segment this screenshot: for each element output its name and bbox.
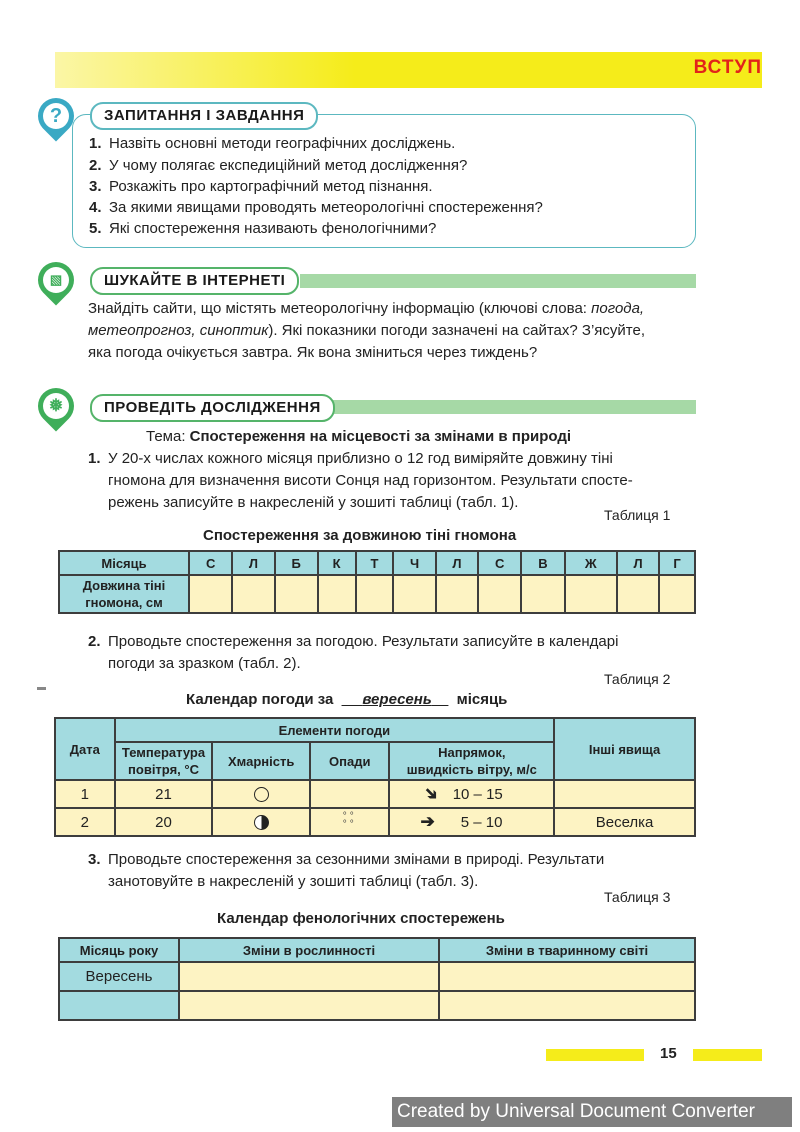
- table1-cell: [356, 575, 394, 613]
- table1-cell: [617, 575, 659, 613]
- table3-cell: [179, 962, 439, 991]
- table2-precip-header: Опади: [310, 742, 389, 780]
- table2-precip-cell: [310, 808, 389, 836]
- table2-precip-cell: [310, 780, 389, 808]
- table2-cloud-header: Хмарність: [212, 742, 310, 780]
- table2-wind-cell: ➔ 5 – 10: [389, 808, 554, 836]
- table2-cloud-cell: [212, 808, 310, 836]
- table2-date-cell: 1: [55, 780, 115, 808]
- table1-month-header: Місяць: [59, 551, 189, 575]
- table1-month-cell: Г: [659, 551, 695, 575]
- table1-cell: [436, 575, 478, 613]
- table2-other-header: Інші явища: [554, 718, 695, 780]
- table2-temp-cell: 20: [115, 808, 213, 836]
- question-item: 5. Які спостереження називають фенологічними?: [89, 220, 437, 237]
- table2-date-header: Дата: [55, 718, 115, 780]
- table1-month-cell: С: [189, 551, 232, 575]
- table1-cell: [275, 575, 318, 613]
- question-item: 1. Назвіть основні методи географічних досліджень.: [89, 135, 456, 152]
- table1-cell: [318, 575, 356, 613]
- table3-month-cell: Вересень: [59, 962, 179, 991]
- questions-title: ЗАПИТАННЯ І ЗАВДАННЯ: [90, 102, 318, 130]
- table1-cell: [521, 575, 564, 613]
- task-3: 3. Проводьте спостереження за сезонними змінами в природі. Результати занотовуйте в накресленій у зошиті таблиці (табл. 3).: [88, 851, 605, 890]
- table1-month-cell: Л: [232, 551, 274, 575]
- table1-month-cell: Л: [436, 551, 478, 575]
- table2-date-cell: 2: [55, 808, 115, 836]
- table3-caption: Календар фенологічних спостережень: [217, 910, 505, 927]
- page-number: 15: [660, 1045, 677, 1062]
- table3-label: Таблиця 3: [604, 889, 671, 905]
- table1-month-cell: В: [521, 551, 564, 575]
- table1-cell: [232, 575, 274, 613]
- table1-month-cell: Ч: [393, 551, 435, 575]
- table2-temp-header: Температура повітря, °С: [115, 742, 213, 780]
- table1-cell: [565, 575, 617, 613]
- table2-wind-header: Напрямок, швидкість вітру, м/с: [389, 742, 554, 780]
- table1-length-header: Довжина тіні гномона, см: [59, 575, 189, 613]
- task-1: 1. У 20-х числах кожного місяця приблизно о 12 год виміряйте довжину тіні гномона для визначення висоти Сонця над горизонтом. Результати спосте- режень записуйте в накресленій у зошиті таблиці (табл. 1).: [88, 450, 633, 511]
- wind-arrow-southeast-icon: ➔: [420, 781, 444, 806]
- task-2: 2. Проводьте спостереження за погодою. Результати записуйте в календарі погоди за зразком (табл. 2).: [88, 633, 619, 672]
- table1-cell: [478, 575, 521, 613]
- table1-month-cell: Т: [356, 551, 394, 575]
- table3-plants-header: Зміни в рослинності: [179, 938, 439, 962]
- table3-cell: [439, 991, 695, 1020]
- computer-pin-icon: ▧: [31, 255, 82, 306]
- table1-cell: [393, 575, 435, 613]
- top-band-fade: [55, 52, 355, 88]
- research-topic: Тема: Спостереження на місцевості за змінами в природі: [146, 428, 572, 445]
- table-2: [54, 717, 696, 837]
- table1-caption: Спостереження за довжиною тіні гномона: [203, 527, 517, 544]
- table3-month-cell: [59, 991, 179, 1020]
- question-item: 3. Розкажіть про картографічний метод пізнання.: [89, 178, 433, 195]
- margin-dash: [37, 687, 46, 690]
- research-pin-icon: ❅: [31, 381, 82, 432]
- table2-wind-cell: ➔ 10 – 15: [389, 780, 554, 808]
- internet-text: Знайдіть сайти, що містять метеорологічну інформацію (ключові слова: погода, метеопрогноз, синоптик). Які показники погоди зазначені на сайтах? З’ясуйте, яка погода очікується завтра. Як вона зміниться через тиждень?: [88, 300, 645, 361]
- table3-cell: [179, 991, 439, 1020]
- table3-month-header: Місяць року: [59, 938, 179, 962]
- footer-band-right: [693, 1049, 762, 1061]
- table2-temp-cell: 21: [115, 780, 213, 808]
- internet-title: ШУКАЙТЕ В ІНТЕРНЕТІ: [90, 267, 299, 295]
- question-item: 4. За якими явищами проводять метеорологічні спостереження?: [89, 199, 543, 216]
- table2-label: Таблиця 2: [604, 671, 671, 687]
- table2-caption: Календар погоди за вересень місяць: [186, 691, 508, 708]
- table2-elements-header: Елементи погоди: [115, 718, 555, 742]
- internet-bar: [300, 274, 696, 288]
- table-1: [58, 550, 696, 614]
- watermark: Created by Universal Document Converter: [392, 1097, 792, 1127]
- table2-other-cell: Веселка: [554, 808, 695, 836]
- clear-sky-icon: [254, 787, 269, 802]
- table1-month-cell: С: [478, 551, 521, 575]
- table2-cloud-cell: [212, 780, 310, 808]
- table1-cell: [659, 575, 695, 613]
- table1-month-cell: Б: [275, 551, 318, 575]
- section-title: ВСТУП: [693, 57, 762, 78]
- table3-animals-header: Зміни в тваринному світі: [439, 938, 695, 962]
- footer-band-left: [546, 1049, 644, 1061]
- table2-other-cell: [554, 780, 695, 808]
- table1-month-cell: Л: [617, 551, 659, 575]
- research-title: ПРОВЕДІТЬ ДОСЛІДЖЕННЯ: [90, 394, 335, 422]
- research-bar: [300, 400, 696, 414]
- table1-month-cell: Ж: [565, 551, 617, 575]
- table3-cell: [439, 962, 695, 991]
- wind-arrow-east-icon: ➔: [420, 812, 435, 831]
- question-item: 2. У чому полягає експедиційний метод дослідження?: [89, 157, 468, 174]
- table1-cell: [189, 575, 232, 613]
- table-3: [58, 937, 696, 1021]
- partly-cloudy-icon: [254, 815, 269, 830]
- precipitation-icon: °° °°: [342, 811, 357, 830]
- question-pin-icon: ?: [31, 91, 82, 142]
- table1-month-cell: К: [318, 551, 356, 575]
- table1-label: Таблиця 1: [604, 507, 671, 523]
